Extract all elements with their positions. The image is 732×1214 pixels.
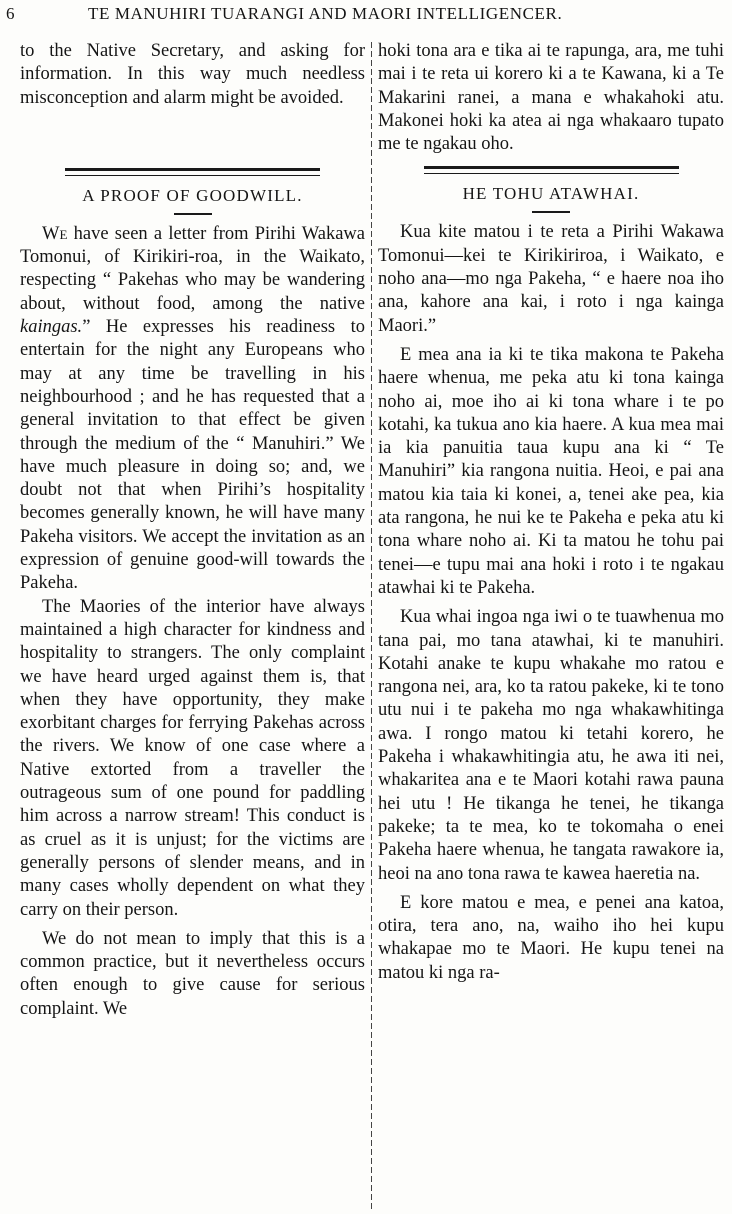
maori-paragraph-1: Kua kite matou i te reta a Pirihi Wakawa Tomonui—kei te Kirikiriroa, i Waikato, e noho ana—mo nga Pakeha, “ e haere noa iho ana, kahore ana kai, i roto i nga kainga Maori.” <box>378 222 724 336</box>
section-divider <box>424 166 679 174</box>
english-column <box>20 40 365 1210</box>
column-divider <box>371 42 372 1212</box>
maori-article-heading: HE TOHU ATAWHAI. <box>462 184 640 204</box>
english-paragraph-1-b: ” He expresses his readiness to entertain for the night any Europeans who may at any time be travelling in his neighbourhood ; and he has requested that a general invitation to that effect be given through the medium of the “ Manuhiri.” We have much pleasure in doing so; and, we doubt not that when Pirihi’s hospitality becomes generally known, he will have many Pakeha visitors. We accept the invitation as an expression of genuine good-will towards the Pakeha. <box>20 317 365 594</box>
english-paragraph-2: The Maories of the interior have always maintained a high character for kindness and hospitality to strangers. The only complaint we have heard urged against them is, that when they have opportunity, they make exorbitant charges for ferrying Pakehas across the rivers. We know of one case where a Native extorted from a traveller the outrageous sum of one pound for paddling him across a narrow stream! This conduct is as cruel as it is unjust; for the victims are generally persons of slender means, and in many cases wholly dependent on what they carry on their person. <box>20 596 365 920</box>
section-divider <box>65 168 320 176</box>
page-number: 6 <box>6 4 16 23</box>
maori-column <box>378 40 724 1210</box>
section-spacer <box>378 156 724 166</box>
english-paragraph-1-a: have seen a letter from Pirihi Wakawa Tomonui, of Kirikiri-roa, in the Waikato, respecting “ Pakehas who may be wandering about, without food, among the native <box>20 223 365 314</box>
english-paragraph-1 <box>20 223 365 596</box>
drop-word: We <box>42 223 68 244</box>
english-continued-paragraph: to the Native Secretary, and asking for information. In this way much needless misconception and alarm might be avoided. <box>20 41 365 108</box>
english-paragraph-3: We do not mean to imply that this is a common practice, but it nevertheless occurs often enough to give cause for serious complaint. We <box>20 928 365 1019</box>
heading-rule <box>532 211 570 213</box>
italic-word: kaingas. <box>20 317 83 338</box>
maori-paragraph-4: E kore matou e mea, e penei ana katoa, otira, tera ano, na, waiho iho hei kupu whakapae mo te Maori. He kupu tenei na matou ki nga ra- <box>378 892 724 983</box>
heading-rule <box>174 213 212 215</box>
section-spacer <box>20 110 365 168</box>
page-header <box>0 4 732 32</box>
maori-continued-paragraph: hoki tona ara e tika ai te rapunga, ara, me tuhi mai i te reta ui korero ki a te Kawana, ki a Te Makarini ranei, a mana e whakahoki atu. Makonei hoki ka atea ai nga whakaaro tupato me te ngakau oho. <box>378 41 724 155</box>
newspaper-title: TE MANUHIRI TUARANGI AND MAORI INTELLIGENCER. <box>88 4 563 23</box>
english-article-heading: A PROOF OF GOODWILL. <box>82 185 303 205</box>
maori-paragraph-2: E mea ana ia ki te tika makona te Pakeha haere whenua, me peka atu ki tona kainga noho ai, moe iho ai ki tona whare i te po kotahi, ka tukua ano kia haere. A kua mea mai ia kia panuitia taua kupu ana ki “ Te Manuhiri” kia rangona nuitia. Heoi, e pai ana matou kia taia ki konei, a, tenei ake pea, kia ata rangona, he nui ke te Pakeha e peka atu ki tona whare noho ai. Ki ta matou he tohu pai tenei—e tupu mai ana hoki i roto i te ngakau atawhai ki te Pakeha. <box>378 344 724 598</box>
maori-paragraph-3: Kua whai ingoa nga iwi o te tuawhenua mo tana pai, mo tana atawhai, ki te manuhiri. Kotahi anake te kupu whakahe mo ratou e rangona nei, ara, ko ta ratou pakeke, ki te tono utu nui i te pakeha mo nga whakawhitinga awa. I rongo matou ki tetahi korero, he Pakeha i whakawhitingia atu, he awa iti nei, whakaritea ana e te Maori kotahi rawa pauna hei utu ! He tikanga he tenei, he tikanga pakeke; ta te mea, ko te tokomaha o enei Pakeha haere whenua, he tangata rawakore ia, heoi na ano tona rawa te kawea haeretia na. <box>378 607 724 884</box>
